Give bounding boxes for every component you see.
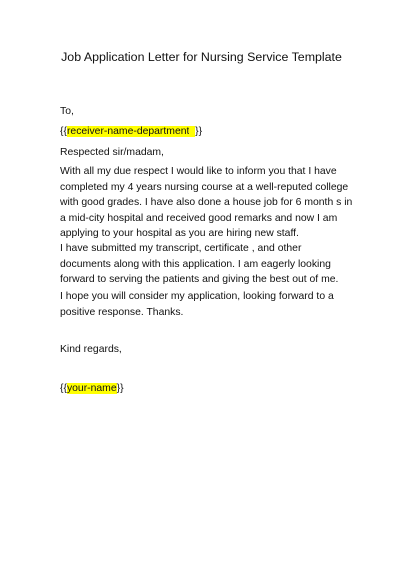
- document-title: Job Application Letter for Nursing Service Template: [61, 50, 342, 64]
- paragraph-1: [60, 164, 360, 242]
- receiver-open-brace: {{: [60, 126, 67, 137]
- greeting: Respected sir/madam,: [60, 147, 164, 158]
- paragraph-1-line: completed my 4 years nursing course at a well-reputed college: [60, 181, 349, 193]
- closing: Kind regards,: [60, 344, 122, 355]
- paragraph-1-line: a mid-city hospital and received good remarks and now I am: [60, 212, 338, 224]
- paragraph-3: [60, 289, 360, 320]
- paragraph-2-line: I have submitted my transcript, certificate , and other: [60, 243, 302, 254]
- paragraph-2-line: forward to serving the patients and giving the best out of me.: [60, 274, 339, 285]
- signature-close-brace: }}: [116, 383, 124, 394]
- paragraph-3-line: positive response. Thanks.: [60, 306, 184, 318]
- salutation-to: To,: [60, 106, 74, 117]
- your-name-highlight: your-name: [66, 383, 117, 394]
- paragraph-2-line: documents along with this application. I am eagerly looking: [60, 258, 331, 270]
- signature-placeholder: [60, 381, 360, 397]
- paragraph-1-line: with good grades. I have also done a house job for 6 month s in: [60, 197, 353, 208]
- receiver-close-brace: }}: [195, 126, 203, 137]
- receiver-placeholder: [60, 124, 360, 140]
- paragraph-1-line: applying to your hospital as you are hiring new staff.: [60, 228, 299, 239]
- receiver-name-highlight: receiver-name-department: [66, 126, 190, 137]
- paragraph-2: [60, 241, 360, 288]
- paragraph-1-line: With all my due respect I would like to inform you that I have: [60, 166, 337, 177]
- paragraph-3-line: I hope you will consider my application, looking forward to a: [60, 291, 334, 302]
- signature-open-brace: {{: [60, 383, 67, 394]
